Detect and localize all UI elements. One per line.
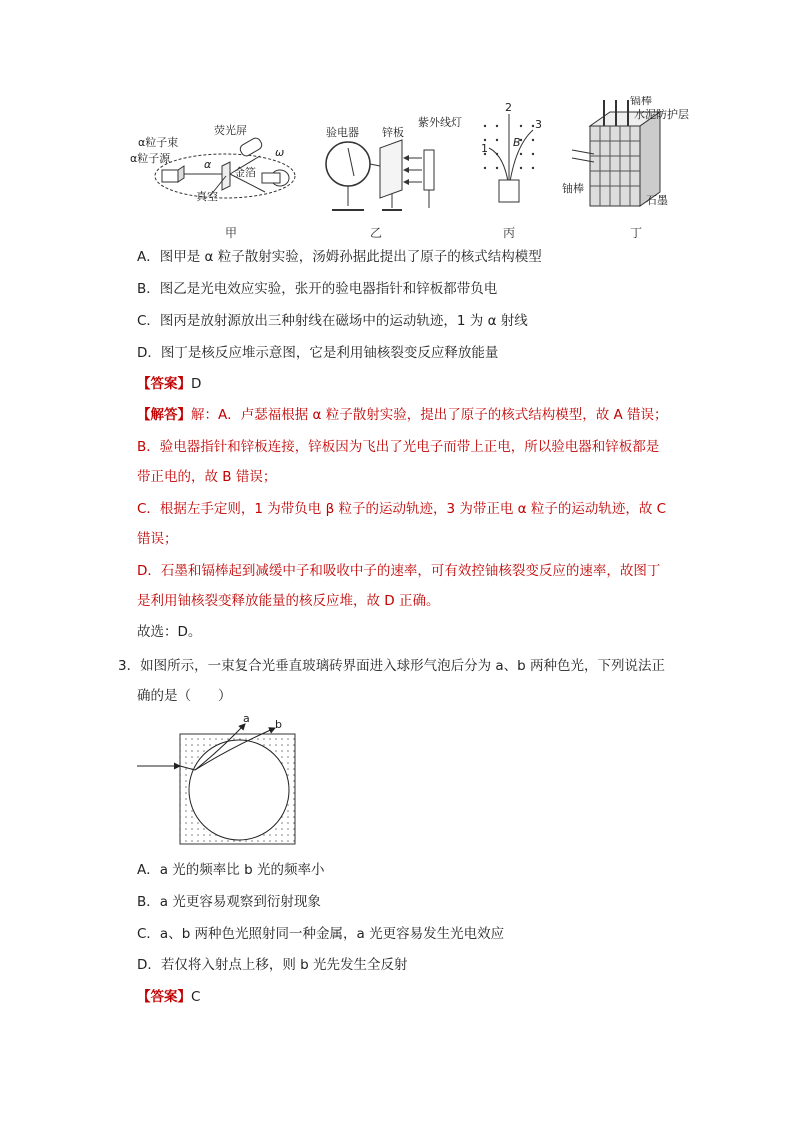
figure-row <box>130 96 710 241</box>
track3-label: 3 <box>535 118 542 131</box>
q2-answer <box>137 374 201 394</box>
q2-analysis-line-7: 是利用铀核裂变释放能量的核反应堆，故 D 正确。 <box>137 593 440 609</box>
cement-layer-label: 水泥防护层 <box>634 108 689 121</box>
analysis-tag: 【解答】 <box>137 407 191 423</box>
q2-analysis-line-3: 带正电的，故 B 错误； <box>137 469 277 485</box>
figure-yi <box>320 96 470 241</box>
figure-bing <box>475 96 555 241</box>
q3-option-d: D．若仅将入射点上移，则 b 光先发生全反射 <box>137 957 408 973</box>
q2-analysis-line-1: 【解答】解：A．卢瑟福根据 α 粒子散射实验，提出了原子的核式结构模型，故 A 错误； <box>137 407 668 423</box>
track1-label: 1 <box>481 142 488 155</box>
alpha-source-label: α粒子源 <box>130 152 171 165</box>
figure-jia-caption: 甲 <box>225 226 238 240</box>
q3-bubble-diagram <box>135 712 315 848</box>
electroscope-label: 验电器 <box>326 126 359 139</box>
track2-label: 2 <box>505 101 512 114</box>
alpha-beam-label: α粒子束 <box>138 136 179 149</box>
figure-ding-caption: 丁 <box>630 226 643 240</box>
figure-bing-caption: 丙 <box>503 226 516 240</box>
q2-option-d: D．图丁是核反应堆示意图，它是利用铀核裂变反应释放能量 <box>137 345 499 361</box>
q2-analysis-line-6: D．石墨和镉棒起到减缓中子和吸收中子的速率，可有效控铀核裂变反应的速率，故图丁 <box>137 563 661 579</box>
field-b-label: B <box>513 136 521 149</box>
q2-option-c: C．图丙是放射源放出三种射线在磁场中的运动轨迹，1 为 α 射线 <box>137 313 528 329</box>
ray-a-label: a <box>243 712 250 725</box>
answer-tag: 【答案】 <box>137 989 191 1005</box>
cadmium-rod-label: 镉棒 <box>630 96 652 107</box>
answer-value: C <box>191 989 201 1005</box>
q3-answer <box>137 987 200 1007</box>
zinc-plate-label: 锌板 <box>382 126 404 139</box>
q2-analysis-line-5: 错误； <box>137 531 178 547</box>
figure-yi-caption: 乙 <box>370 226 383 240</box>
q3-option-a: A．a 光的频率比 b 光的频率小 <box>137 862 325 878</box>
q3-stem-line-1: 3．如图所示，一束复合光垂直玻璃砖界面进入球形气泡后分为 a、b 两种色光，下列说法正 <box>118 658 666 674</box>
q2-analysis-line-4: C．根据左手定则，1 为带负电 β 粒子的运动轨迹，3 为带正电 α 粒子的运动轨迹，故 C <box>137 501 667 517</box>
q2-choose: 故选：D。 <box>137 624 202 640</box>
q2-option-b: B．图乙是光电效应实验，张开的验电器指针和锌板都带负电 <box>137 281 498 297</box>
graphite-label: 石墨 <box>646 194 668 207</box>
q2-option-a: A．图甲是 α 粒子散射实验，汤姆孙据此提出了原子的核式结构模型 <box>137 249 542 265</box>
q3-stem-line-2: 确的是（ ） <box>137 688 232 704</box>
q3-option-b: B．a 光更容易观察到衍射现象 <box>137 894 321 910</box>
reactor-diagram <box>560 96 710 221</box>
figure-jia <box>130 96 300 241</box>
answer-value: D <box>191 376 202 392</box>
q3-option-c: C．a、b 两种色光照射同一种金属，a 光更容易发生光电效应 <box>137 926 505 942</box>
q2-analysis-line-2: B．验电器指针和锌板连接，锌板因为飞出了光电子而带上正电，所以验电器和锌板都是 <box>137 439 660 455</box>
uranium-rod-label: 铀棒 <box>562 182 584 195</box>
ray-b-label: b <box>275 718 282 731</box>
photoelectric-diagram <box>320 96 470 221</box>
omega-label: ω <box>275 146 285 159</box>
vacuum-label: 真空 <box>196 190 218 203</box>
fluorescent-screen-label: 荧光屏 <box>214 124 247 137</box>
answer-tag: 【答案】 <box>137 376 191 392</box>
gold-foil-label: 金箔 <box>234 166 256 179</box>
magnetic-tracks-diagram <box>475 96 555 221</box>
alpha-scattering-diagram <box>130 96 300 221</box>
alpha-symbol: α <box>204 158 212 171</box>
uv-lamp-label: 紫外线灯 <box>418 116 462 129</box>
figure-ding <box>560 96 710 241</box>
